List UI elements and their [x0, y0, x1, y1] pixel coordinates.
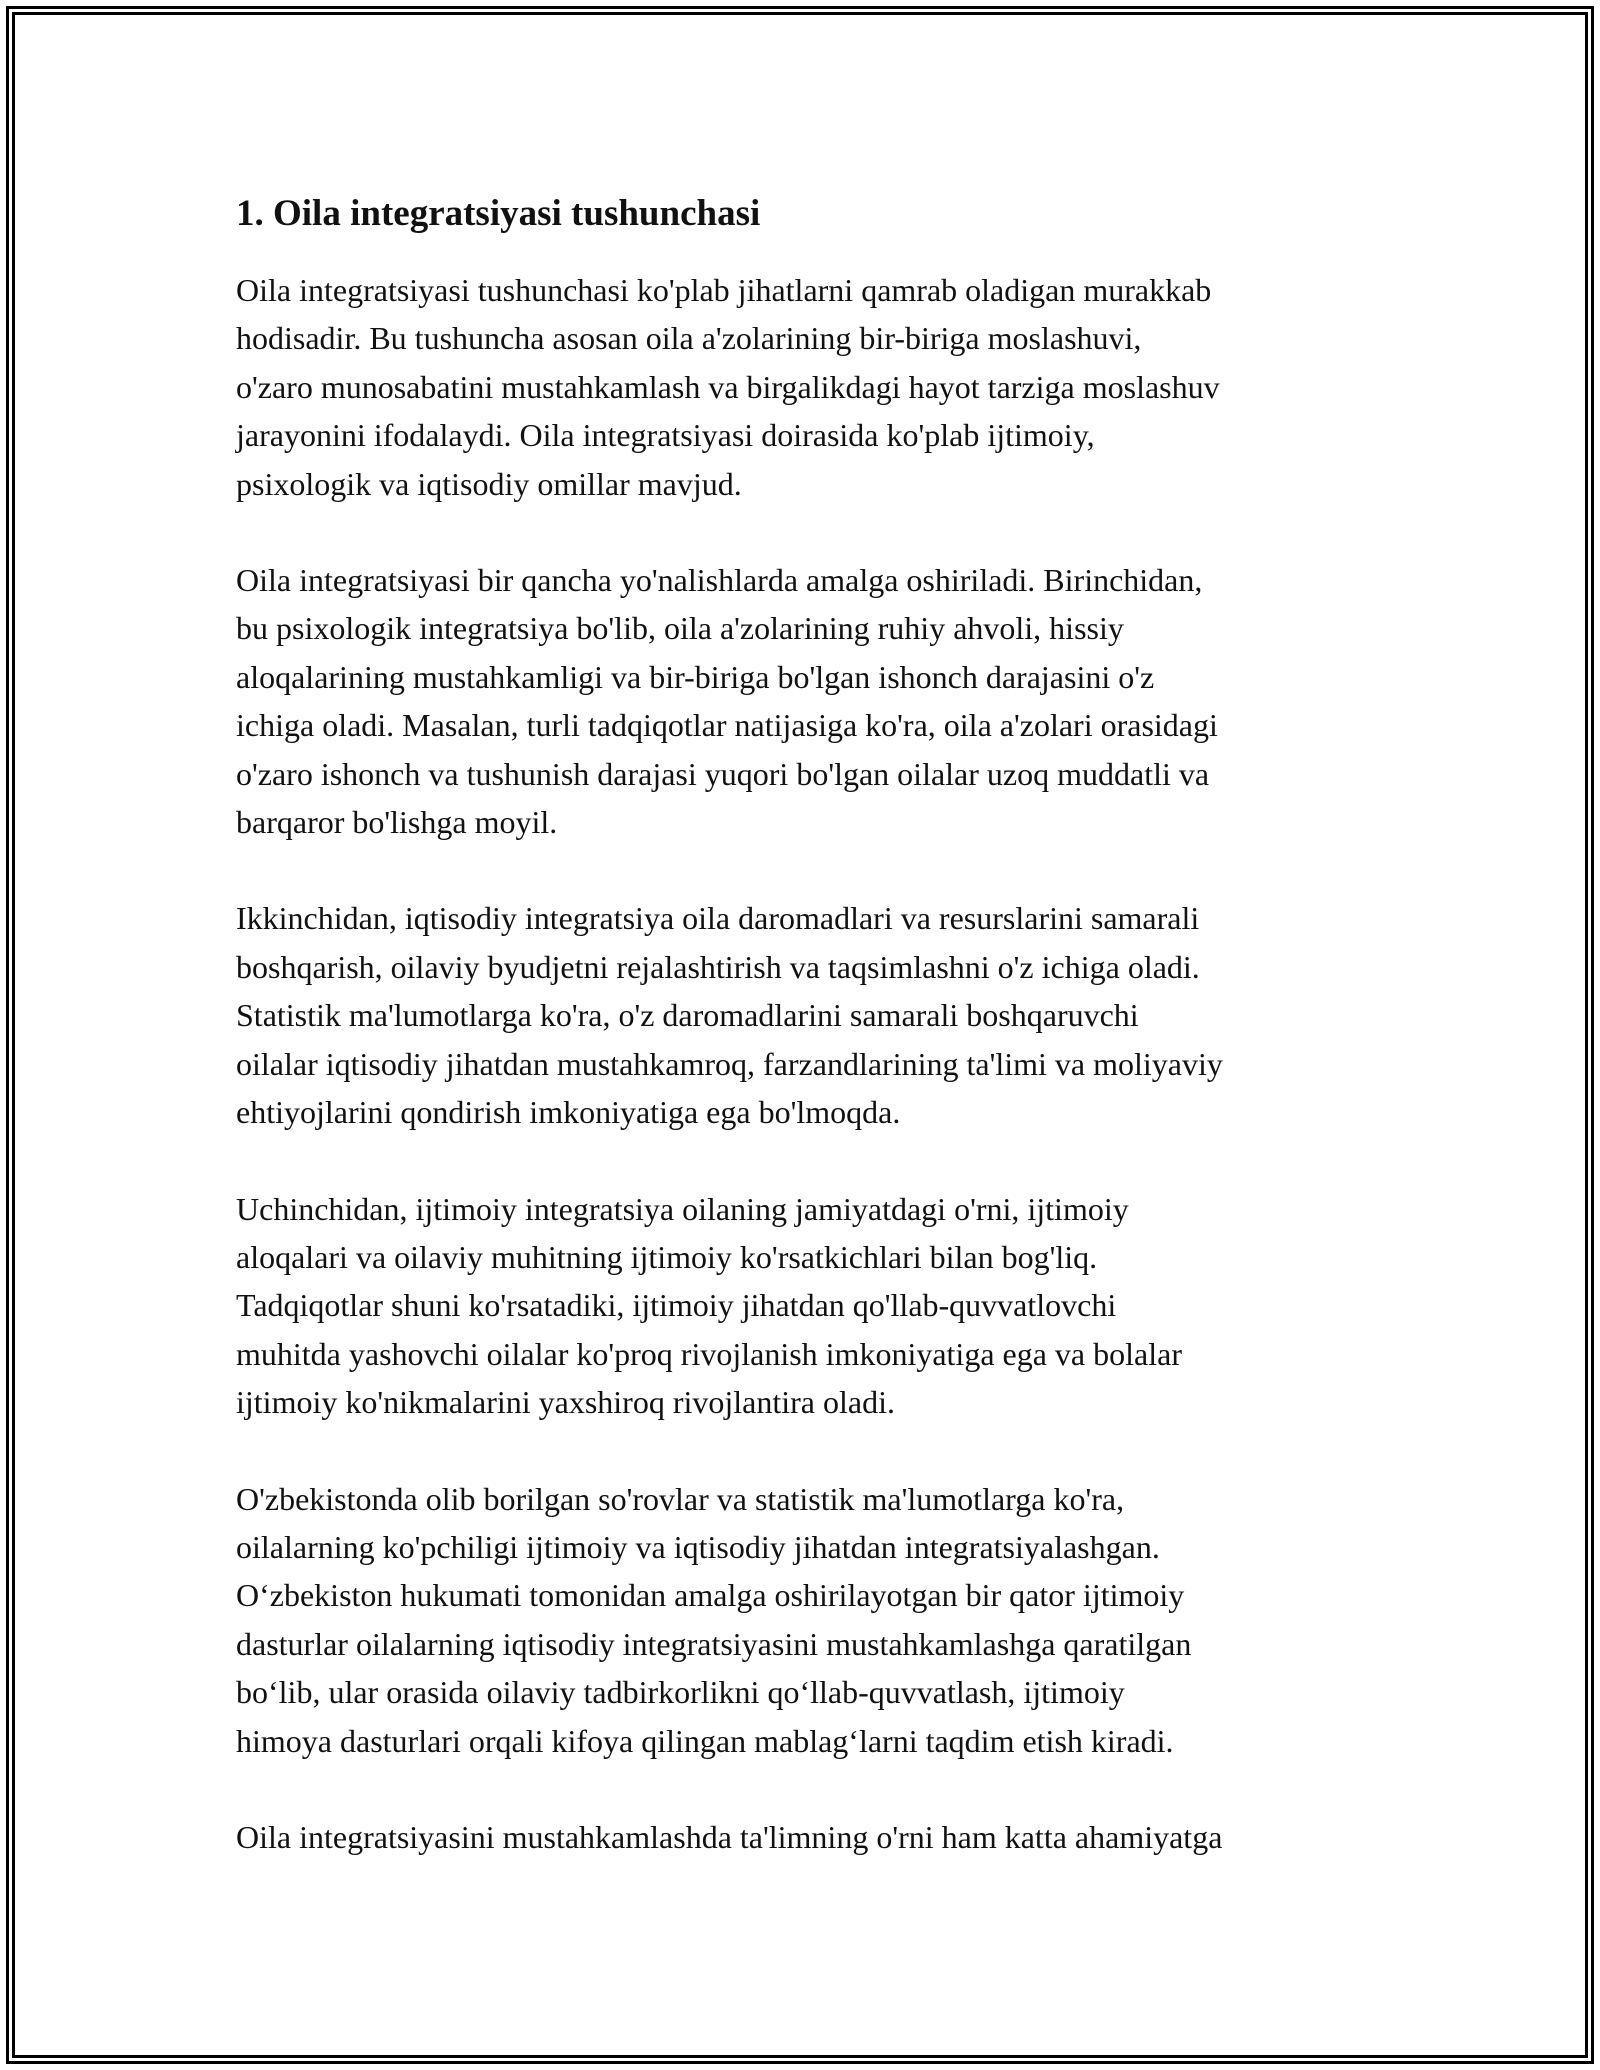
- paragraph-uzbekistan: O'zbekistonda olib borilgan so'rovlar va statistik ma'lumotlarga ko'ra, oilalarning ko'pchiligi ijtimoiy va iqtisodiy jihatdan integratsiyalashgan. O‘zbekiston hukumati tomonidan amalga oshirilayotgan bir qator ijtimoiy dasturlar oilalarning iqtisodiy integratsiyasini mustahkamlashga qaratilgan bo‘lib, ular orasida oilaviy tadbirkorlikni qo‘llab-quvvatlash, ijtimoiy himoya dasturlari orqali kifoya qilingan mablag‘larni taqdim etish kiradi.: [236, 1480, 1192, 1759]
- paragraph-psychological: Oila integratsiyasi bir qancha yo'nalishlarda amalga oshiriladi. Birinchidan, bu psixologik integratsiya bo'lib, oila a'zolarining ruhiy ahvoli, hissiy aloqalarining mustahkamligi va bir-biriga bo'lgan ishonch darajasini o'z ichiga oladi. Masalan, turli tadqiqotlar natijasiga ko'ra, oila a'zolari orasidagi o'zaro ishonch va tushunish darajasi yuqori bo'lgan oilalar uzoq muddatli va barqaror bo'lishga moyil.: [236, 562, 1218, 841]
- document-body: [236, 188, 1396, 1909]
- paragraph-definition: Oila integratsiyasi tushunchasi ko'plab jihatlarni qamrab oladigan murakkab hodisadir. Bu tushuncha asosan oila a'zolarining bir-biriga moslashuvi, o'zaro munosabatini mustahkamlash va birgalikdagi hayot tarziga moslashuv jarayonini ifodalaydi. Oila integratsiyasi doirasida ko'plab ijtimoiy, psixologik va iqtisodiy omillar mavjud.: [236, 272, 1220, 502]
- paragraph-social: Uchinchidan, ijtimoiy integratsiya oilaning jamiyatdagi o'rni, ijtimoiy aloqalari va oilaviy muhitning ijtimoiy ko'rsatkichlari bilan bog'liq. Tadqiqotlar shuni ko'rsatadiki, ijtimoiy jihatdan qo'llab-quvvatlovchi muhitda yashovchi oilalar ko'proq rivojlanish imkoniyatiga ega va bolalar ijtimoiy ko'nikmalarini yaxshiroq rivojlantira oladi.: [236, 1190, 1182, 1421]
- section-heading: 1. Oila integratsiyasi tushunchasi: [236, 193, 761, 234]
- paragraph-education: Oila integratsiyasini mustahkamlashda ta'limning o'rni ham katta ahamiyatga: [236, 1818, 1223, 1855]
- paragraph-economic: Ikkinchidan, iqtisodiy integratsiya oila daromadlari va resurslarini samarali boshqarish, oilaviy byudjetni rejalashtirish va taqsimlashni o'z ichiga oladi. Statistik ma'lumotlarga ko'ra, o'z daromadlarini samarali boshqaruvchi oilalar iqtisodiy jihatdan mustahkamroq, farzandlarining ta'limi va moliyaviy ehtiyojlarini qondirish imkoniyatiga ega bo'lmoqda.: [236, 900, 1223, 1131]
